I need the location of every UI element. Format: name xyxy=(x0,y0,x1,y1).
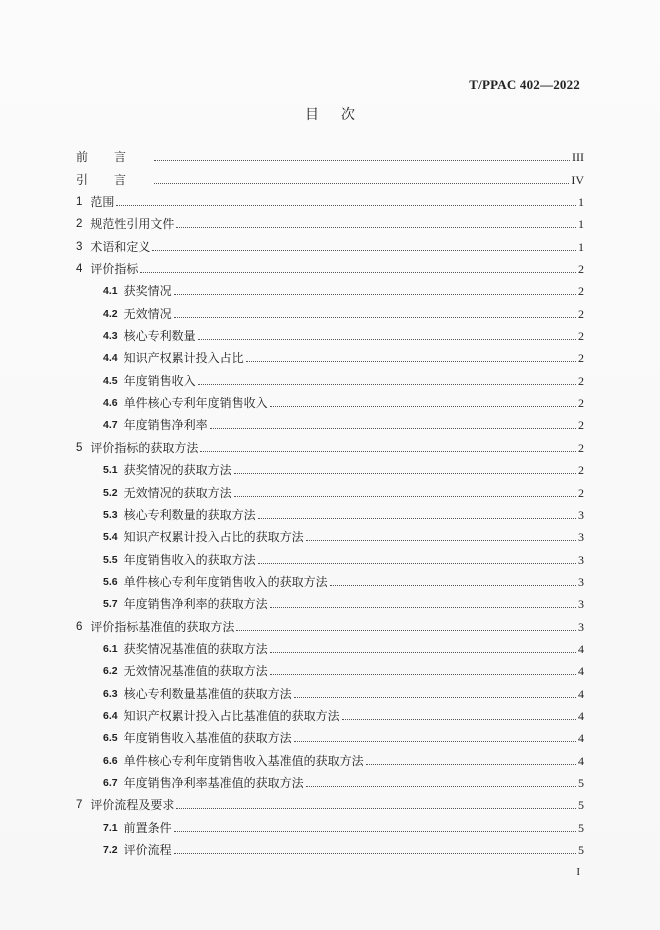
dot-leader xyxy=(366,764,576,765)
toc-entry[interactable] xyxy=(76,231,584,253)
toc-entry-number: 2 xyxy=(76,218,83,231)
toc-entry-label: 年度销售收入 xyxy=(123,373,196,388)
toc-entry[interactable] xyxy=(76,567,584,589)
toc-entry-page: 1 xyxy=(578,239,584,254)
toc-entry-label: 年度销售净利率的获取方法 xyxy=(123,597,268,612)
toc-entry-page: 2 xyxy=(578,262,584,277)
dot-leader xyxy=(200,451,576,452)
toc-entry-label: 术语和定义 xyxy=(90,239,151,254)
dot-leader xyxy=(174,831,576,832)
dot-leader xyxy=(342,719,576,720)
toc-entry-number: 5.7 xyxy=(103,598,118,611)
toc-entry[interactable] xyxy=(76,835,584,857)
toc-entry-label: 评价指标 xyxy=(90,262,139,277)
toc-entry[interactable] xyxy=(76,544,584,566)
dot-leader xyxy=(174,317,576,318)
dot-leader xyxy=(330,585,576,586)
dot-leader xyxy=(270,607,576,608)
toc-entry-label: 单件核心专利年度销售收入的获取方法 xyxy=(123,574,328,589)
toc-entry-number: 6.2 xyxy=(103,665,118,678)
toc-entry-label: 年度销售收入的获取方法 xyxy=(123,552,256,567)
toc-entry-label: 知识产权累计投入占比基准值的获取方法 xyxy=(123,708,340,723)
dot-leader xyxy=(176,808,576,809)
toc-entry[interactable] xyxy=(76,432,584,454)
toc-entry[interactable] xyxy=(76,365,584,387)
toc-entry-number: 7.2 xyxy=(103,844,118,856)
dot-leader xyxy=(140,272,576,273)
dot-leader xyxy=(176,227,576,228)
dot-leader xyxy=(294,697,576,698)
toc-entry-number: 5.6 xyxy=(103,575,118,588)
dot-leader xyxy=(270,652,576,653)
toc-entry-number: 6.4 xyxy=(103,709,118,722)
toc-entry[interactable] xyxy=(76,745,584,767)
toc-entry-number: 4.3 xyxy=(103,330,118,343)
toc-entry-label: 知识产权累计投入占比 xyxy=(123,351,244,366)
toc-entry-label: 前置条件 xyxy=(123,820,172,835)
dot-leader xyxy=(116,205,576,206)
toc-entry-page: 3 xyxy=(578,530,584,545)
dot-leader xyxy=(152,250,576,251)
toc-entry-label: 无效情况的获取方法 xyxy=(123,485,232,500)
dot-leader xyxy=(258,518,576,519)
toc-entry-number: 4.4 xyxy=(103,352,118,365)
dot-leader xyxy=(246,361,576,362)
dot-leader xyxy=(210,428,576,429)
toc-entry-number: 6.3 xyxy=(103,687,118,700)
toc-entry-label: 无效情况基准值的获取方法 xyxy=(123,664,268,679)
dot-leader xyxy=(174,853,576,854)
toc-entry[interactable] xyxy=(76,500,584,522)
dot-leader xyxy=(154,183,569,184)
dot-leader xyxy=(198,384,576,385)
toc-entry-label: 年度销售净利率基准值的获取方法 xyxy=(123,775,304,790)
dot-leader xyxy=(154,160,570,161)
toc-entry[interactable] xyxy=(76,634,584,656)
toc-entry-label: 年度销售收入基准值的获取方法 xyxy=(123,731,292,746)
toc-entry-label: 评价流程及要求 xyxy=(90,798,175,813)
toc-entry-page: 5 xyxy=(578,843,584,857)
toc-entry[interactable] xyxy=(76,343,584,365)
toc-entry-page: 3 xyxy=(578,619,584,634)
dot-leader xyxy=(198,339,576,340)
toc-entry[interactable] xyxy=(76,254,584,276)
dot-leader xyxy=(234,473,576,474)
dot-leader xyxy=(234,496,576,497)
toc-entry-page: 2 xyxy=(578,284,584,299)
toc-entry-label: 无效情况 xyxy=(123,306,172,321)
toc-entry-number: 6.1 xyxy=(103,642,118,655)
toc-entry-page: 4 xyxy=(578,641,584,656)
toc-entry-number: 5 xyxy=(76,441,83,454)
toc-entry-page: 1 xyxy=(578,195,584,210)
toc-entry-label: 评价指标基准值的获取方法 xyxy=(90,619,235,634)
toc-entry-label: 核心专利数量基准值的获取方法 xyxy=(123,686,292,701)
dot-leader xyxy=(294,741,576,742)
toc-entry[interactable] xyxy=(76,164,584,186)
toc-entry-label: 核心专利数量 xyxy=(123,329,196,344)
toc-entry-page: 2 xyxy=(578,351,584,366)
toc-entry-page: 2 xyxy=(578,396,584,411)
toc-entry[interactable] xyxy=(76,812,584,834)
toc-entry[interactable] xyxy=(76,656,584,678)
toc-entry-page: 2 xyxy=(578,418,584,433)
toc-entry[interactable] xyxy=(76,410,584,432)
page-number: I xyxy=(576,866,580,878)
toc-entry-number: 5.2 xyxy=(103,486,118,499)
toc-entry-page: 4 xyxy=(578,731,584,746)
toc-entry-number: 4.7 xyxy=(103,419,118,432)
document-code: T/PPAC 402—2022 xyxy=(469,77,580,92)
toc-entry[interactable] xyxy=(76,477,584,499)
toc-entry-label: 单件核心专利年度销售收入 xyxy=(123,396,268,411)
toc-entry[interactable] xyxy=(76,142,584,164)
toc-entry-number: 4.5 xyxy=(103,374,118,387)
toc-entry-label: 评价指标的获取方法 xyxy=(90,440,199,455)
toc-entry[interactable] xyxy=(76,768,584,790)
toc-entry[interactable] xyxy=(76,611,584,633)
toc-entry-label: 获奖情况的获取方法 xyxy=(123,463,232,478)
toc-entry-page: 3 xyxy=(578,552,584,567)
toc-entry-label: 评价流程 xyxy=(123,843,172,857)
toc-entry-number: 7.1 xyxy=(103,821,118,834)
toc-entry-number: 4.1 xyxy=(103,285,118,298)
toc-entry-number: 4.2 xyxy=(103,307,118,320)
toc-entry[interactable] xyxy=(76,321,584,343)
toc-entry-label: 规范性引用文件 xyxy=(90,217,175,232)
toc-entry[interactable] xyxy=(76,455,584,477)
toc-entry-number: 5.5 xyxy=(103,553,118,566)
toc-entry-page: 3 xyxy=(578,574,584,589)
toc-entry-number: 6.5 xyxy=(103,732,118,745)
toc-entry-label: 引言 xyxy=(76,172,153,187)
toc-entry-label: 核心专利数量的获取方法 xyxy=(123,507,256,522)
dot-leader xyxy=(270,674,576,675)
toc-entry-page: 2 xyxy=(578,463,584,478)
toc-entry-number: 4.6 xyxy=(103,397,118,410)
toc-entry-page: IV xyxy=(571,172,584,187)
toc-entry-page: 2 xyxy=(578,485,584,500)
toc-entry-label: 获奖情况基准值的获取方法 xyxy=(123,641,268,656)
dot-leader xyxy=(306,540,576,541)
dot-leader xyxy=(258,563,576,564)
toc-entry-label: 单件核心专利年度销售收入基准值的获取方法 xyxy=(123,753,364,768)
toc-entry-label: 前言 xyxy=(76,150,153,165)
toc-entry-page: 2 xyxy=(578,329,584,344)
toc-entry-page: 2 xyxy=(578,306,584,321)
toc-entry[interactable] xyxy=(76,701,584,723)
toc-entry[interactable] xyxy=(76,388,584,410)
toc-entry-number: 7 xyxy=(76,799,83,812)
table-of-contents xyxy=(76,142,584,857)
toc-entry-page: 4 xyxy=(578,753,584,768)
toc-entry[interactable] xyxy=(76,790,584,812)
toc-entry-number: 5.1 xyxy=(103,464,118,477)
toc-entry-label: 获奖情况 xyxy=(123,284,172,299)
toc-entry[interactable] xyxy=(76,187,584,209)
toc-entry-page: 2 xyxy=(578,373,584,388)
dot-leader xyxy=(306,786,576,787)
dot-leader xyxy=(270,406,576,407)
toc-entry-number: 3 xyxy=(76,240,83,253)
toc-entry-page: 1 xyxy=(578,217,584,232)
toc-entry-number: 1 xyxy=(76,196,83,209)
toc-entry-label: 范围 xyxy=(90,195,115,210)
toc-entry-page: III xyxy=(572,150,584,165)
toc-entry-page: 4 xyxy=(578,686,584,701)
toc-entry-page: 4 xyxy=(578,664,584,679)
toc-entry-page: 4 xyxy=(578,708,584,723)
toc-entry-page: 3 xyxy=(578,597,584,612)
toc-entry[interactable] xyxy=(76,298,584,320)
toc-entry-number: 6.7 xyxy=(103,776,118,789)
toc-entry-number: 5.4 xyxy=(103,531,118,544)
toc-title: 目次 xyxy=(305,107,377,123)
toc-entry[interactable] xyxy=(76,276,584,298)
toc-entry-number: 6 xyxy=(76,620,83,633)
toc-entry-page: 5 xyxy=(578,798,584,813)
toc-entry-page: 5 xyxy=(578,775,584,790)
toc-entry-label: 年度销售净利率 xyxy=(123,418,208,433)
toc-entry-page: 3 xyxy=(578,507,584,522)
toc-entry-label: 知识产权累计投入占比的获取方法 xyxy=(123,530,304,545)
toc-entry[interactable] xyxy=(76,522,584,544)
toc-entry-page: 2 xyxy=(578,440,584,455)
dot-leader xyxy=(174,294,576,295)
toc-entry[interactable] xyxy=(76,723,584,745)
dot-leader xyxy=(236,630,576,631)
toc-entry[interactable] xyxy=(76,209,584,231)
toc-entry[interactable] xyxy=(76,589,584,611)
toc-entry-page: 5 xyxy=(578,820,584,835)
toc-entry-number: 4 xyxy=(76,263,83,276)
toc-entry-number: 6.6 xyxy=(103,754,118,767)
toc-entry[interactable] xyxy=(76,678,584,700)
toc-entry-number: 5.3 xyxy=(103,508,118,521)
